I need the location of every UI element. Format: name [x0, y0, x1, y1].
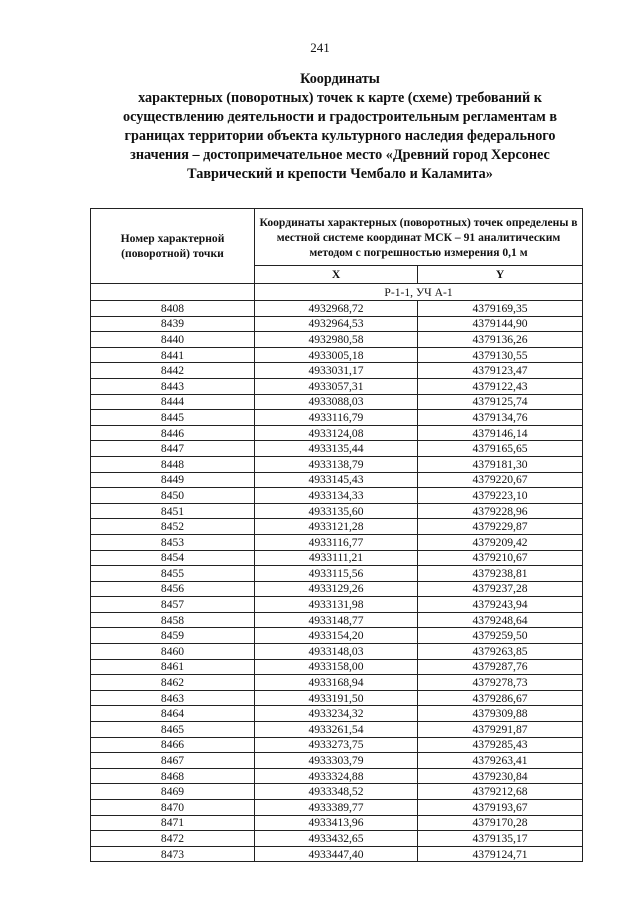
point-number-cell: 8453 — [91, 534, 255, 550]
x-coordinate-cell: 4933273,75 — [255, 737, 418, 753]
table-row — [91, 519, 583, 535]
table-row — [91, 831, 583, 847]
y-coordinate-cell: 4379230,84 — [418, 768, 583, 784]
point-number-cell: 8446 — [91, 425, 255, 441]
table-row — [91, 644, 583, 660]
y-coordinate-cell: 4379123,47 — [418, 363, 583, 379]
x-coordinate-cell: 4933057,31 — [255, 378, 418, 394]
point-number-cell: 8463 — [91, 690, 255, 706]
table-row — [91, 737, 583, 753]
point-number-cell: 8455 — [91, 566, 255, 582]
table-row — [91, 784, 583, 800]
y-coordinate-cell: 4379124,71 — [418, 846, 583, 862]
point-number-cell: 8440 — [91, 332, 255, 348]
y-coordinate-cell: 4379286,67 — [418, 690, 583, 706]
table-row — [91, 410, 583, 426]
table-row — [91, 363, 583, 379]
point-number-cell: 8451 — [91, 503, 255, 519]
table-row — [91, 768, 583, 784]
point-number-cell: 8471 — [91, 815, 255, 831]
y-coordinate-cell: 4379193,67 — [418, 800, 583, 816]
x-coordinate-cell: 4933111,21 — [255, 550, 418, 566]
title-line: Таврический и крепости Чембало и Каламита» — [187, 166, 493, 182]
x-coordinate-cell: 4933154,20 — [255, 628, 418, 644]
x-coordinate-cell: 4933116,79 — [255, 410, 418, 426]
table-row — [91, 472, 583, 488]
point-number-cell: 8461 — [91, 659, 255, 675]
point-number-cell: 8460 — [91, 644, 255, 660]
header-point-number: Номер характерной (поворотной) точки — [91, 209, 255, 284]
table-row — [91, 800, 583, 816]
table-row — [91, 503, 583, 519]
table-row — [91, 628, 583, 644]
x-coordinate-cell: 4933115,56 — [255, 566, 418, 582]
point-number-cell: 8467 — [91, 753, 255, 769]
point-number-cell: 8441 — [91, 347, 255, 363]
point-number-cell: 8443 — [91, 378, 255, 394]
point-number-cell: 8448 — [91, 456, 255, 472]
section-spacer — [91, 284, 255, 301]
y-coordinate-cell: 4379263,41 — [418, 753, 583, 769]
header-y: Y — [418, 266, 583, 284]
y-coordinate-cell: 4379212,68 — [418, 784, 583, 800]
x-coordinate-cell: 4933148,03 — [255, 644, 418, 660]
table-row — [91, 394, 583, 410]
x-coordinate-cell: 4933005,18 — [255, 347, 418, 363]
x-coordinate-cell: 4933158,00 — [255, 659, 418, 675]
title-line: границах территории объекта культурного наследия федерального — [124, 128, 556, 144]
title-line: значения – достопримечательное место «Древний город Херсонес — [130, 147, 550, 163]
point-number-cell: 8439 — [91, 316, 255, 332]
table-row — [91, 675, 583, 691]
table-row — [91, 425, 583, 441]
table-row — [91, 566, 583, 582]
y-coordinate-cell: 4379285,43 — [418, 737, 583, 753]
table-row — [91, 753, 583, 769]
table-row — [91, 581, 583, 597]
section-label: Р-1-1, УЧ А-1 — [255, 284, 583, 301]
point-number-cell: 8464 — [91, 706, 255, 722]
header-x: X — [255, 266, 418, 284]
table-row — [91, 347, 583, 363]
point-number-cell: 8466 — [91, 737, 255, 753]
x-coordinate-cell: 4932968,72 — [255, 301, 418, 317]
y-coordinate-cell: 4379243,94 — [418, 597, 583, 613]
title-line: Координаты — [300, 71, 380, 87]
y-coordinate-cell: 4379291,87 — [418, 722, 583, 738]
table-row — [91, 441, 583, 457]
y-coordinate-cell: 4379170,28 — [418, 815, 583, 831]
point-number-cell: 8469 — [91, 784, 255, 800]
point-number-cell: 8444 — [91, 394, 255, 410]
y-coordinate-cell: 4379238,81 — [418, 566, 583, 582]
x-coordinate-cell: 4933145,43 — [255, 472, 418, 488]
x-coordinate-cell: 4933447,40 — [255, 846, 418, 862]
table-row — [91, 316, 583, 332]
x-coordinate-cell: 4933234,32 — [255, 706, 418, 722]
x-coordinate-cell: 4932964,53 — [255, 316, 418, 332]
table-row — [91, 301, 583, 317]
table-row — [91, 378, 583, 394]
point-number-cell: 8465 — [91, 722, 255, 738]
point-number-cell: 8457 — [91, 597, 255, 613]
header-coordinates: Координаты характерных (поворотных) точек определены в местной системе координат МСК – 91 аналитическим методом с погрешностью измерения 0,1 м — [255, 209, 583, 266]
x-coordinate-cell: 4933432,65 — [255, 831, 418, 847]
table-row — [91, 846, 583, 862]
y-coordinate-cell: 4379220,67 — [418, 472, 583, 488]
y-coordinate-cell: 4379144,90 — [418, 316, 583, 332]
y-coordinate-cell: 4379209,42 — [418, 534, 583, 550]
table-row — [91, 612, 583, 628]
y-coordinate-cell: 4379229,87 — [418, 519, 583, 535]
x-coordinate-cell: 4933348,52 — [255, 784, 418, 800]
x-coordinate-cell: 4933129,26 — [255, 581, 418, 597]
table-row — [91, 815, 583, 831]
point-number-cell: 8458 — [91, 612, 255, 628]
y-coordinate-cell: 4379259,50 — [418, 628, 583, 644]
point-number-cell: 8447 — [91, 441, 255, 457]
y-coordinate-cell: 4379210,67 — [418, 550, 583, 566]
table-row — [91, 456, 583, 472]
x-coordinate-cell: 4933324,88 — [255, 768, 418, 784]
table-row — [91, 722, 583, 738]
x-coordinate-cell: 4933116,77 — [255, 534, 418, 550]
x-coordinate-cell: 4933135,60 — [255, 503, 418, 519]
y-coordinate-cell: 4379309,88 — [418, 706, 583, 722]
table-row — [91, 534, 583, 550]
point-number-cell: 8442 — [91, 363, 255, 379]
point-number-cell: 8468 — [91, 768, 255, 784]
x-coordinate-cell: 4933088,03 — [255, 394, 418, 410]
table-row — [91, 690, 583, 706]
point-number-cell: 8456 — [91, 581, 255, 597]
x-coordinate-cell: 4933031,17 — [255, 363, 418, 379]
point-number-cell: 8470 — [91, 800, 255, 816]
x-coordinate-cell: 4933191,50 — [255, 690, 418, 706]
title-line: осуществлению деятельности и градостроительным регламентам в — [122, 109, 558, 125]
y-coordinate-cell: 4379136,26 — [418, 332, 583, 348]
x-coordinate-cell: 4933138,79 — [255, 456, 418, 472]
y-coordinate-cell: 4379181,30 — [418, 456, 583, 472]
y-coordinate-cell: 4379169,35 — [418, 301, 583, 317]
x-coordinate-cell: 4933135,44 — [255, 441, 418, 457]
title-line: характерных (поворотных) точек к карте (схеме) требований к — [138, 90, 542, 106]
x-coordinate-cell: 4933168,94 — [255, 675, 418, 691]
y-coordinate-cell: 4379134,76 — [418, 410, 583, 426]
coordinates-table — [90, 208, 583, 862]
x-coordinate-cell: 4933303,79 — [255, 753, 418, 769]
table-row — [91, 332, 583, 348]
point-number-cell: 8452 — [91, 519, 255, 535]
x-coordinate-cell: 4933134,33 — [255, 488, 418, 504]
point-number-cell: 8473 — [91, 846, 255, 862]
y-coordinate-cell: 4379263,85 — [418, 644, 583, 660]
point-number-cell: 8408 — [91, 301, 255, 317]
point-number-cell: 8459 — [91, 628, 255, 644]
table-row — [91, 706, 583, 722]
x-coordinate-cell: 4933124,08 — [255, 425, 418, 441]
x-coordinate-cell: 4933413,96 — [255, 815, 418, 831]
point-number-cell: 8449 — [91, 472, 255, 488]
y-coordinate-cell: 4379287,76 — [418, 659, 583, 675]
y-coordinate-cell: 4379228,96 — [418, 503, 583, 519]
y-coordinate-cell: 4379237,28 — [418, 581, 583, 597]
x-coordinate-cell: 4932980,58 — [255, 332, 418, 348]
point-number-cell: 8450 — [91, 488, 255, 504]
y-coordinate-cell: 4379122,43 — [418, 378, 583, 394]
y-coordinate-cell: 4379135,17 — [418, 831, 583, 847]
x-coordinate-cell: 4933121,28 — [255, 519, 418, 535]
point-number-cell: 8472 — [91, 831, 255, 847]
y-coordinate-cell: 4379278,73 — [418, 675, 583, 691]
y-coordinate-cell: 4379125,74 — [418, 394, 583, 410]
page-number: 241 — [310, 40, 330, 55]
table-row — [91, 597, 583, 613]
table-body — [91, 284, 583, 862]
x-coordinate-cell: 4933389,77 — [255, 800, 418, 816]
y-coordinate-cell: 4379223,10 — [418, 488, 583, 504]
table-row — [91, 659, 583, 675]
y-coordinate-cell: 4379165,65 — [418, 441, 583, 457]
y-coordinate-cell: 4379248,64 — [418, 612, 583, 628]
document-title — [100, 70, 580, 184]
x-coordinate-cell: 4933131,98 — [255, 597, 418, 613]
x-coordinate-cell: 4933148,77 — [255, 612, 418, 628]
point-number-cell: 8445 — [91, 410, 255, 426]
y-coordinate-cell: 4379130,55 — [418, 347, 583, 363]
y-coordinate-cell: 4379146,14 — [418, 425, 583, 441]
x-coordinate-cell: 4933261,54 — [255, 722, 418, 738]
point-number-cell: 8454 — [91, 550, 255, 566]
table-row — [91, 488, 583, 504]
table-row — [91, 550, 583, 566]
point-number-cell: 8462 — [91, 675, 255, 691]
